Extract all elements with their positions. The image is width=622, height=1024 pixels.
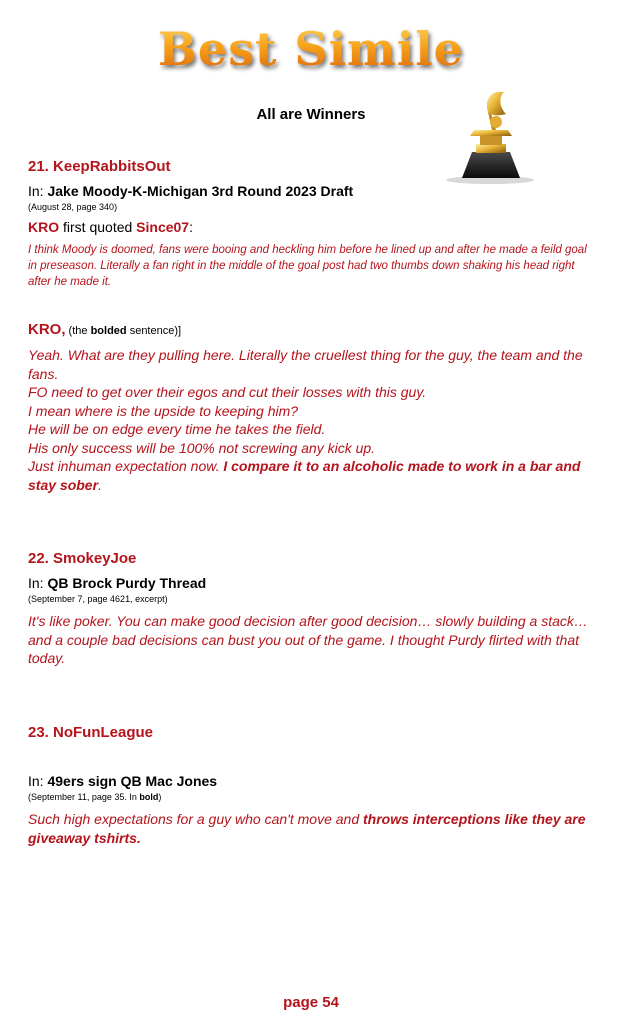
reply-line: His only success will be 100% not screwing any kick up. (28, 439, 376, 456)
entry-title: 22. SmokeyJoe (28, 550, 137, 567)
reply-line: Yeah. What are they pulling here. Literally the cruellest thing for the guy, the team and the fans. (28, 347, 583, 382)
reply-line: I mean where is the upside to keeping him? (28, 402, 299, 419)
reply-last-line (28, 457, 603, 494)
reply-note-end: sentence)] (126, 325, 182, 337)
entry-title: 23. NoFunLeague (28, 724, 154, 741)
meta-text: (September 11, page 35. In (28, 792, 140, 802)
quoted-colon: : (189, 219, 193, 235)
quoter-name: KRO (28, 219, 60, 235)
reply-note: (the (65, 325, 91, 337)
page-banner: Best Simile (0, 22, 622, 76)
thread-line (28, 183, 353, 199)
quote-plain: Such high expectations for a guy who can't move and (28, 811, 363, 827)
reply-line: He will be on edge every time he takes the field. (28, 421, 326, 437)
page-subtitle: All are Winners (256, 106, 366, 123)
in-label: In: (28, 183, 48, 199)
thread-line (28, 773, 217, 789)
entry-title: 21. KeepRabbitsOut (28, 158, 171, 175)
quoted-name: Since07 (136, 219, 190, 235)
thread-title: QB Brock Purdy Thread (47, 575, 207, 591)
in-label: In: (28, 575, 48, 591)
entry-meta (28, 792, 161, 802)
thread-title: Jake Moody-K-Michigan 3rd Round 2023 Draft (47, 183, 354, 199)
winning-simile: throws interceptions like they are giveaway tshirts. (28, 811, 586, 846)
reply-name: KRO, (28, 321, 66, 338)
in-label: In: (28, 773, 48, 789)
page-number: page 54 (283, 994, 339, 1011)
entry-quote: It's like poker. You can make good decision after good decision… slowly building a stack… and a couple bad decisions can bust you out of the game. I thought Purdy flirted with that today. (28, 613, 588, 666)
quoted-text: first quoted (59, 219, 137, 235)
gramophone-trophy-icon (440, 86, 536, 184)
first-quote: I think Moody is doomed, fans were booing and heckling him before he lined up and after he made a feild goal in preseason. Literally a fan right in the middle of the goal post had two thumbs down shaking his head right after he made it. (28, 244, 587, 288)
entry-meta: (September 7, page 4621, excerpt) (28, 594, 168, 604)
reply-line: FO need to get over their egos and cut their losses with this guy. (28, 384, 427, 400)
reply-heading (28, 321, 181, 338)
meta-end: ) (158, 792, 162, 802)
thread-title: 49ers sign QB Mac Jones (47, 773, 218, 789)
quoted-line (28, 219, 193, 235)
winning-simile: I compare it to an alcoholic made to work in a bar and stay sober (28, 458, 581, 493)
meta-bold: bold (139, 792, 159, 802)
reply-last-end: . (98, 476, 102, 493)
reply-note-bold: bolded (90, 325, 127, 337)
reply-quote (28, 346, 603, 494)
thread-line (28, 575, 206, 591)
reply-last-plain: Just inhuman expectation now. (28, 458, 224, 474)
entry-quote (28, 810, 588, 847)
entry-meta: (August 28, page 340) (28, 202, 118, 212)
